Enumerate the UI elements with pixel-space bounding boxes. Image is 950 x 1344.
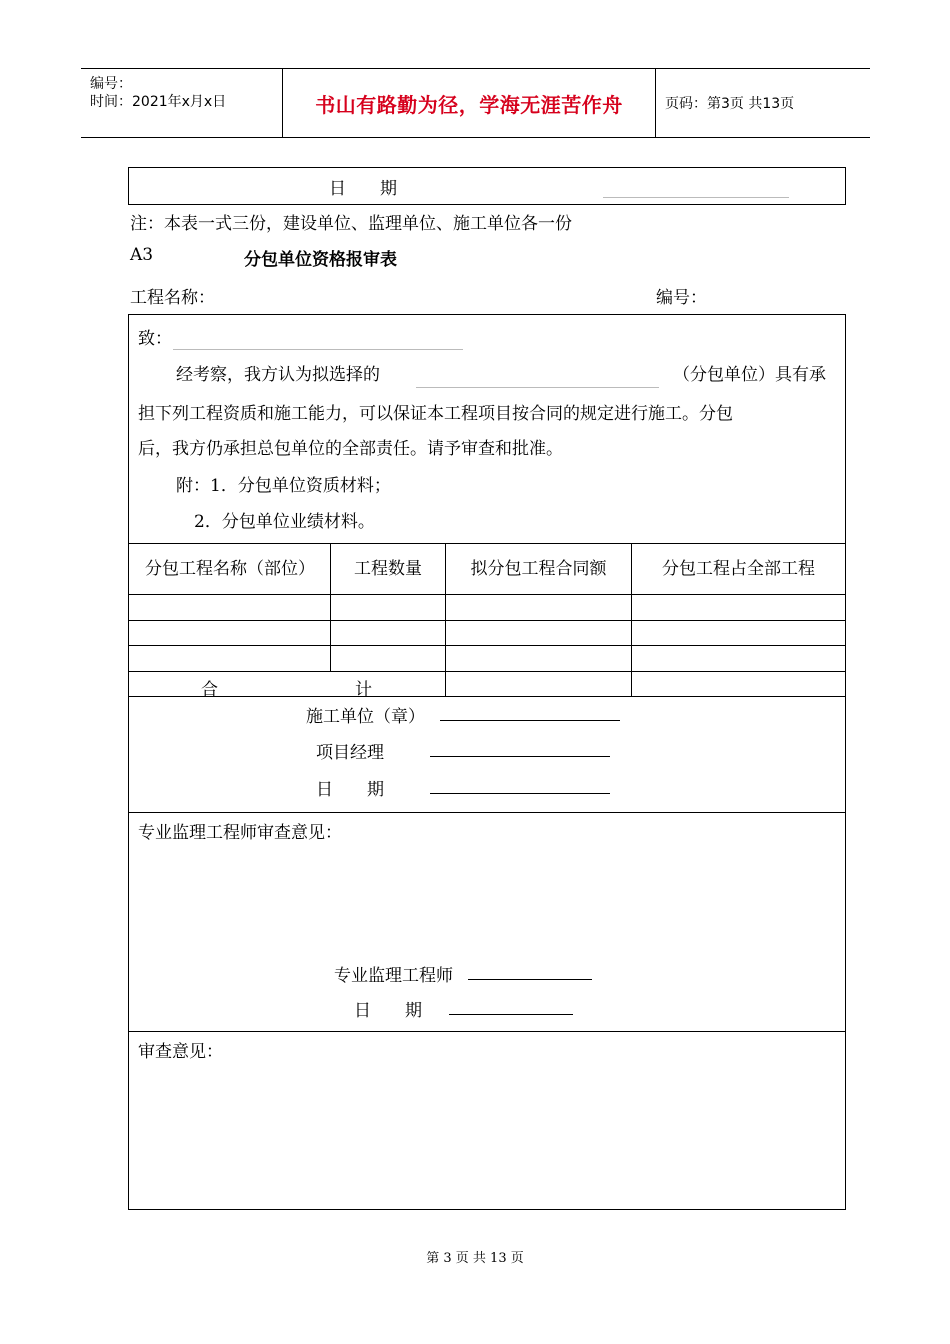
contractor-unit-label: 施工单位（章） [306, 707, 425, 727]
total-label-2: 计 [355, 680, 372, 700]
date-underline [603, 197, 789, 198]
qualification-form-table [128, 314, 846, 1210]
page-footer [0, 1247, 950, 1266]
table-bottom-line [129, 696, 845, 697]
supervisor-opinion-label: 专业监理工程师审查意见： [138, 823, 342, 843]
section-code: A3 [130, 245, 154, 265]
header-page-info: 页码：第3页 共13页 [665, 96, 795, 112]
attachment-1: 附：1．分包单位资质材料； [176, 476, 391, 496]
section-title: 分包单位资格报审表 [244, 250, 397, 270]
supervisor-date-line [449, 1014, 573, 1015]
table-row-line [129, 671, 845, 672]
table-header-name: 分包工程名称（部位） [145, 559, 315, 579]
supervisor-engineer-line [468, 979, 592, 980]
time-line: 时间：2021年x月x日 [90, 94, 227, 110]
supervisor-date-label: 日 期 [354, 1001, 422, 1021]
letter-to-line [173, 349, 463, 350]
table-row-line [129, 620, 845, 621]
header-page-cell [656, 69, 870, 137]
table-header-quantity: 工程数量 [354, 559, 422, 579]
letter-para1-start: 经考察，我方认为拟选择的 [176, 365, 380, 385]
contractor-date-label: 日 期 [316, 780, 384, 800]
table-row-line [129, 645, 845, 646]
project-name-label: 工程名称： [130, 288, 215, 308]
project-manager-line [430, 756, 610, 757]
form-number-label: 编号： [656, 288, 707, 308]
project-manager-label: 项目经理 [316, 743, 384, 763]
review-opinion-label: 审查意见： [138, 1042, 223, 1062]
contractor-date-line [430, 793, 610, 794]
footer-page-number: 第 3 页 共 13 页 [426, 1251, 524, 1266]
total-label-1: 合 [201, 680, 218, 700]
form-note: 注：本表一式三份，建设单位、监理单位、施工单位各一份 [130, 214, 572, 234]
contractor-unit-line [440, 720, 620, 721]
motto: 书山有路勤为径，学海无涯苦作舟 [315, 92, 623, 117]
supervisor-engineer-label: 专业监理工程师 [334, 966, 453, 986]
subcontractor-name-line [416, 387, 659, 388]
letter-para2: 担下列工程资质和施工能力，可以保证本工程项目按合同的规定进行施工。分包 [138, 404, 733, 424]
letter-para3: 后，我方仍承担总包单位的全部责任。请予审查和批准。 [138, 439, 563, 459]
section-divider [129, 812, 845, 813]
header-motto-cell [283, 69, 656, 137]
doc-number-label: 编号： [90, 76, 132, 92]
section-divider [129, 1031, 845, 1032]
date-label: 日 期 [329, 179, 397, 199]
previous-form-date-box [128, 167, 846, 205]
page-header [81, 68, 870, 138]
letter-para1-end: （分包单位）具有承 [673, 365, 826, 385]
table-header-percentage: 分包工程占全部工程 [662, 559, 815, 579]
attachment-2: 2．分包单位业绩材料。 [194, 512, 375, 532]
table-header-contract-amount: 拟分包工程合同额 [470, 559, 607, 579]
table-header-bottom-line [129, 594, 845, 595]
header-left-cell [81, 69, 283, 137]
letter-to-label: 致： [138, 329, 172, 349]
